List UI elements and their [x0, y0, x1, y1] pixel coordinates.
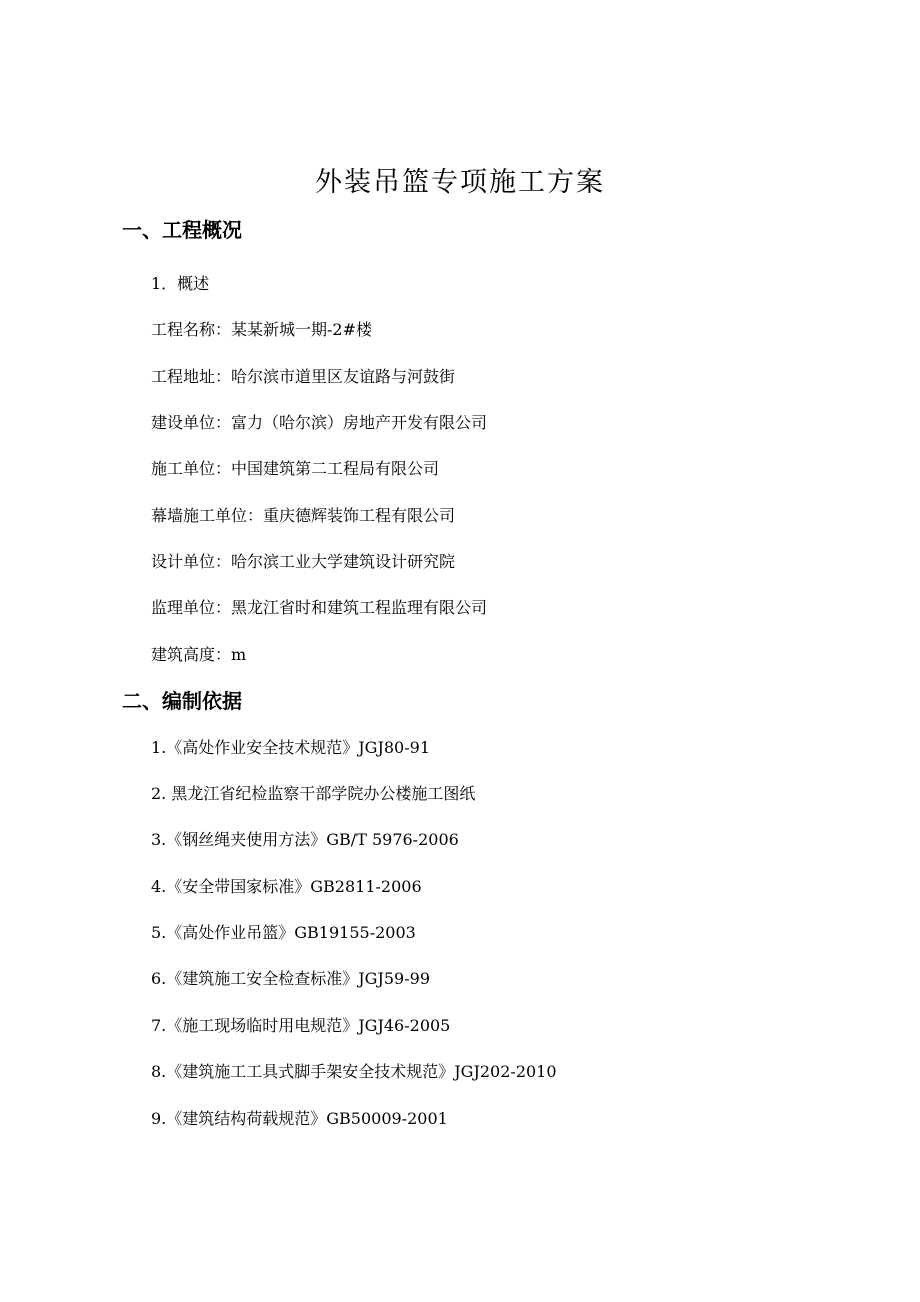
section-heading-basis: 二、编制依据	[122, 689, 242, 713]
basis-line: 2. 黑龙江省纪检监察干部学院办公楼施工图纸	[151, 784, 476, 803]
overview-line: 监理单位：黑龙江省时和建筑工程监理有限公司	[151, 598, 488, 617]
overview-line: 建筑高度：m	[151, 645, 247, 664]
overview-line: 建设单位：富力（哈尔滨）房地产开发有限公司	[151, 413, 488, 432]
basis-line: 7.《施工现场临时用电规范》JGJ46-2005	[151, 1016, 451, 1035]
overview-line: 工程名称：某某新城一期-2#楼	[151, 320, 372, 339]
basis-line: 6.《建筑施工安全检查标准》JGJ59-99	[151, 969, 431, 988]
overview-line: 1．概述	[151, 274, 210, 293]
overview-line: 工程地址：哈尔滨市道里区友谊路与河鼓街	[151, 367, 456, 386]
basis-line: 5.《高处作业吊篮》GB19155-2003	[151, 923, 416, 942]
document-title: 外装吊篮专项施工方案	[315, 167, 605, 198]
overview-line: 施工单位：中国建筑第二工程局有限公司	[151, 459, 440, 478]
basis-line: 1.《高处作业安全技术规范》JGJ80-91	[151, 738, 431, 757]
overview-line: 设计单位：哈尔滨工业大学建筑设计研究院	[151, 552, 456, 571]
basis-line: 3.《钢丝绳夹使用方法》GB/T 5976-2006	[151, 830, 459, 849]
basis-line: 4.《安全带国家标准》GB2811-2006	[151, 877, 422, 896]
overview-line: 幕墙施工单位：重庆德辉装饰工程有限公司	[151, 506, 456, 525]
basis-line: 8.《建筑施工工具式脚手架安全技术规范》JGJ202-2010	[151, 1062, 557, 1081]
basis-line: 9.《建筑结构荷载规范》GB50009-2001	[151, 1109, 448, 1128]
section-heading-overview: 一、工程概况	[122, 218, 242, 242]
